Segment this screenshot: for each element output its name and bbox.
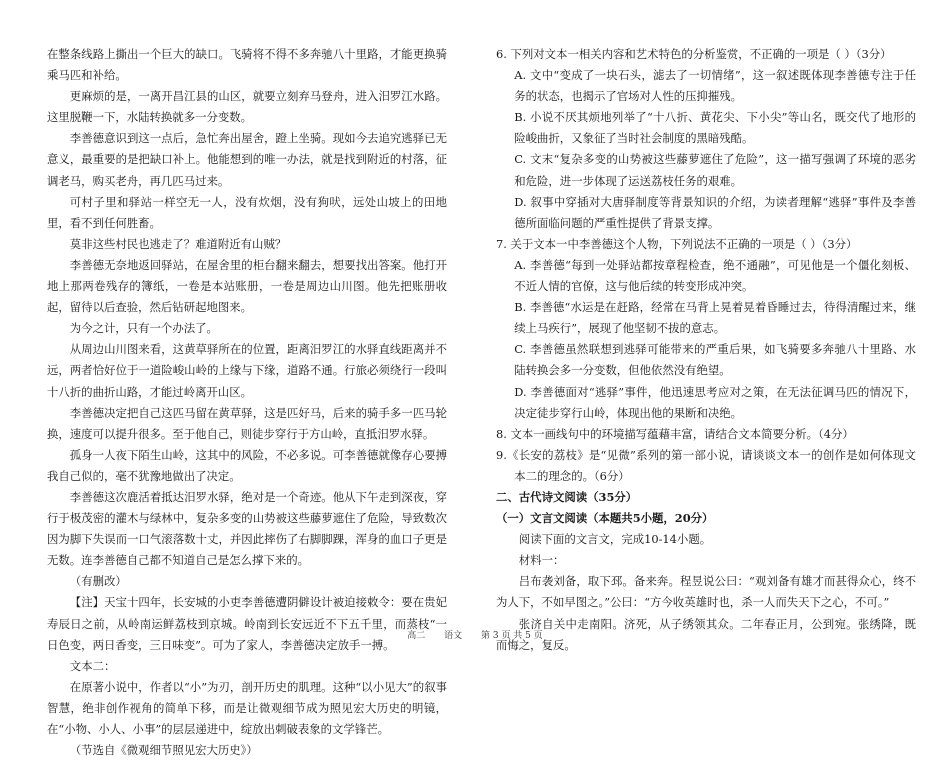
annotation-note: 【注】天宝十四年，长安城的小吏李善德遭阴僻设计被迫接敕令：要在贵妃寿辰日之前，从岭南运鲜荔枝到京城。岭南到长安远近不下五千里，而蒸枝“一日色变，两日香变，三日味变”。可为了家人，李善德决定放手一搏。: [47, 595, 447, 652]
answer-option: B. 小说不厌其烦地列举了“十八折、黄花尖、下小尖”等山名，既交代了地形的险峻曲折，又象征了当时社会制度的黑暗残酷。: [514, 110, 916, 146]
answer-option: C. 李善德虽然联想到逃驿可能带来的严重后果，如飞骑要多奔驰八十里路、水陆转换会多一分变数，但他依然没有绝望。: [514, 342, 916, 378]
page-footer: [0, 628, 950, 641]
footer-subject: 语文: [444, 631, 463, 641]
reading-passage-line: 吕布袭刘备，取下邳。备来奔。程昱说公曰：“观刘备有雄才而甚得众心，终不为人下，不如早图之。”公曰：“方今收英雄时也，杀一人而失天下之心，不可。”: [496, 574, 916, 610]
footer-page-number: 第 3 页 共 5 页: [481, 631, 543, 641]
passage-paragraph: 为今之计，只有一个办法了。: [69, 321, 218, 336]
answer-option: D. 李善德面对“逃驿”事件，他迅速思考应对之策，在无法征调马匹的情况下，决定徒步穿行山岭，体现出他的果断和决绝。: [514, 384, 916, 420]
passage-paragraph: 孤身一人夜下陌生山岭，这其中的风险，不必多说。可李善德就像存心要搏我自己似的，毫不犹豫地做出了决定。: [47, 447, 447, 483]
passage-paragraph: 李善德无奈地返回驿站，在屋舍里的柜台翻来翻去，想要找出答案。他打开地上那两卷残存的簿纸，一卷是本站账册，一卷是周边山川图。他先把账册收起，留待以后查验，然后钻研起地图来。: [47, 257, 447, 315]
left-column: [47, 44, 447, 761]
question-text: 8. 文本一画线句中的环境描写蕴藉丰富，请结合文本简要分析。（4分）: [496, 426, 854, 441]
answer-option: B. 李善德“水运是在赶路，经常在马背上晃着晃着昏睡过去，待得清醒过来，继续上马疾行”，展现了他坚韧不拔的意志。: [514, 300, 916, 336]
passage-paragraph: （节选自《微观细节照见宏大历史》）: [69, 743, 258, 758]
passage-paragraph: 李善德这次鹿活着抵达汨罗水驿，绝对是一个奇迹。他从下午走到深夜，穿行于极茂密的灌木与绿林中，复杂多变的山势被这些藤萝遮住了危险，导致数次因为脚下失误而一口气滚落数十丈，并因此摔伤了右脚脚踝，浑身的血口子更是无数。连李善德自己都不知道自己是怎么撑下来的。: [47, 489, 447, 568]
reading-passage-line: 阅读下面的文言文，完成10-14小题。: [518, 532, 712, 547]
section-heading: 二、古代诗文阅读（35分）: [496, 489, 638, 504]
footer-grade: 高二: [407, 631, 426, 641]
passage-paragraph: 在原著小说中，作者以“小”为刃，剖开历史的肌理。这种“以小见大”的叙事智慧，绝非创作视角的简单下移，而是让微观细节成为照见宏大历史的明镜，在“小物、小人、小事”的层层递进中，绽放出刺破表象的文学锋芒。: [47, 679, 447, 736]
reading-passage-line: 材料一：: [518, 553, 565, 568]
passage-paragraph: （有删改）: [69, 574, 127, 589]
answer-option: C. 文末“复杂多变的山势被这些藤萝遮住了危险”，这一描写强调了环境的恶劣和危险，进一步体现了运送荔枝任务的艰难。: [514, 152, 916, 188]
answer-option: A. 文中“变成了一块石头，滤去了一切情绪”，这一叙述既体现李善德专注于任务的状态，也揭示了官场对人性的压抑摧残。: [514, 68, 916, 104]
passage-paragraph: 莫非这些村民也逃走了？难道附近有山贼？: [69, 236, 287, 251]
question-text: 9.《长安的荔枝》是“见微”系列的第一部小说，请谈谈文本一的创作是如何体现文本二的理念的。（6分）: [496, 447, 916, 483]
passage-paragraph: 李善德决定把自己这匹马留在黄草驿，这是匹好马，后来的骑手多一匹马轮换，速度可以提升很多。至于他自己，则徒步穿行于方山岭，直抵汨罗水驿。: [47, 405, 447, 441]
passage-paragraph: 李善德意识到这一点后，急忙奔出屋舍，蹬上坐骑。现如今去追究逃驿已无意义，最重要的是把缺口补上。他能想到的唯一办法，就是找到附近的村落，征调老马，购买老舟，再几匹马过来。: [47, 131, 447, 188]
question-text: 6. 下列对文本一相关内容和艺术特色的分析鉴赏，不正确的一项是（ ）（3分）: [496, 47, 892, 61]
section-heading: （一）文言文阅读（本题共5小题，20分）: [496, 511, 714, 526]
question-text: 7. 关于文本一中李善德这个人物，下列说法不正确的一项是（ ）（3分）: [496, 236, 858, 251]
reading-passage-line: 张济自关中走南阳。济死，从子绣领其众。二年春正月，公到宛。张绣降，既而悔之，复反。: [496, 616, 916, 652]
passage-paragraph: 在整条线路上撕出一个巨大的缺口。飞骑将不得不多奔驰八十里路，才能更换骑乘马匹和补给。: [47, 47, 447, 83]
passage-paragraph: 更麻烦的是，一离开昌江县的山区，就要立刻弃马登舟，进入汨罗江水路。这里脱鞭一下，水陆转换就多一分变数。: [47, 89, 447, 125]
passage-paragraph: 从周边山川图来看，这黄草驿所在的位置，距离汨罗江的水驿直线距离并不远，两者恰好位于一道险峻山岭的上缘与下缘，道路不通。行旅必须绕行一段叫十八折的曲折山路，才能过岭离开山区。: [47, 342, 447, 399]
right-column: [496, 44, 916, 656]
passage-paragraph: 可村子里和驿站一样空无一人，没有炊烟，没有狗吠，远处山坡上的田地里，看不到任何胜畜。: [47, 194, 447, 230]
passage-paragraph: 文本二：: [69, 658, 116, 673]
answer-option: A. 李善德“每到一处驿站都按章程检查，绝不通融”，可见他是一个僵化刻板、不近人情的官僚，这与他后续的转变形成冲突。: [514, 257, 916, 294]
answer-option: D. 叙事中穿插对大唐驿制度等背景知识的介绍，为读者理解“逃驿”事件及李善德所面临问题的严重性提供了背景支撑。: [514, 194, 916, 230]
